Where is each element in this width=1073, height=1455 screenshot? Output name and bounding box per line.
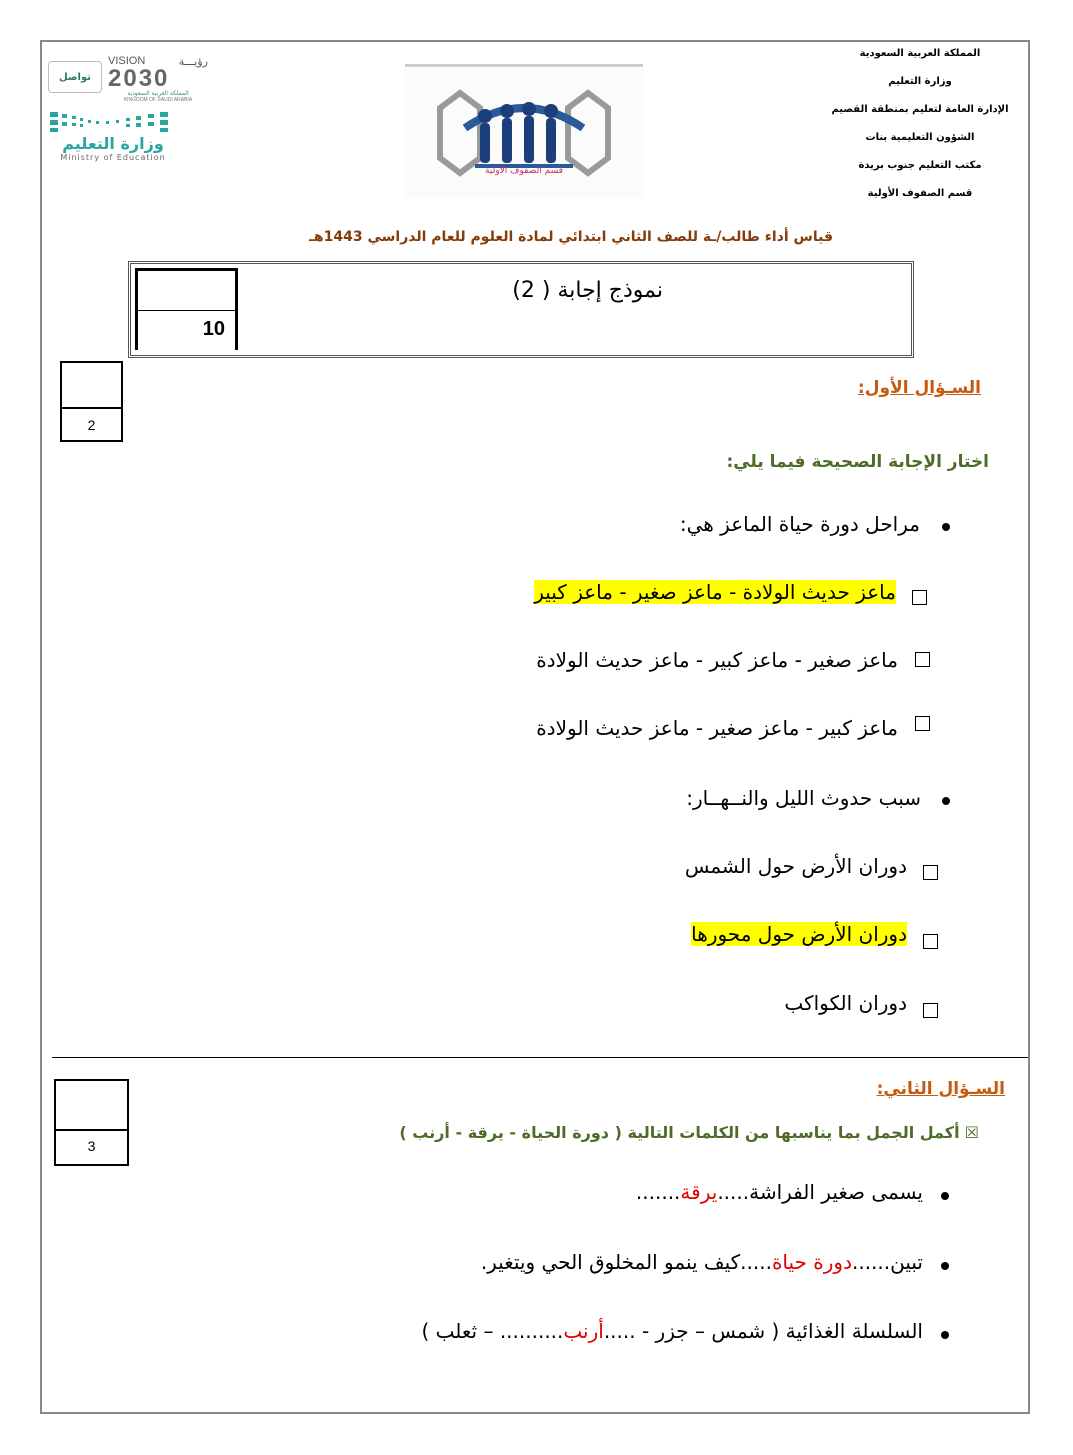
q2-s1-before: يسمى صغير الفراشة..... [717,1180,923,1204]
q1-stem2-bullet [942,797,950,805]
q2-s3-before: السلسلة الغذائية ( شمس – جزر - ..... [603,1319,923,1343]
q1-g2-option1: دوران الأرض حول الشمس [684,854,907,878]
q2-s1-bullet [941,1192,949,1200]
vision-year: 2030 [108,65,170,92]
q1-stem1: مراحل دورة حياة الماعز هي: [679,512,920,536]
header-right-block [820,48,1020,216]
vision-word: VISION [108,55,146,67]
exam-title: قياس أداء طالب/ـة للصف الثاني ابتدائي لمادة العلوم للعام الدراسي 1443هـ [309,229,833,245]
q1-g2-option2: دوران الأرض حول محورها [691,922,907,946]
tawasul-logo [48,61,102,93]
q1-g2-option3-checkbox[interactable] [923,1003,938,1018]
q2-s2-answer: دورة حياة [771,1250,852,1274]
q1-stem2: سبب حدوث الليل والنــهــار: [686,786,921,810]
tawasul-text: تواصل [58,71,92,83]
total-score-box [135,268,238,350]
primary-grades-emblem-icon [405,68,643,198]
q2-s3-after: .......... – ثعلب ) [421,1319,564,1343]
q1-score-box [60,361,123,442]
header-line-department: قسم الصفوف الأولية [867,188,973,199]
header-line-kingdom: المملكة العربية السعودية [859,48,981,59]
model-answer-box [128,261,914,358]
ministry-name-ar: وزارة التعليم [62,134,164,153]
vision-2030-logo [108,55,208,103]
section-separator [52,1057,1028,1058]
header-line-office: مكتب التعليم جنوب بريدة [858,160,982,171]
q1-score: 2 [87,417,96,433]
q2-s3-bullet [941,1331,949,1339]
q1-g1-option1-checkbox[interactable] [912,590,927,605]
q1-g2-option3: دوران الكواكب [784,991,907,1015]
q1-stem1-bullet [942,523,950,531]
q1-g1-option1: ماعز حديث الولادة - ماعز صغير - ماعز كبير [534,580,896,604]
ministry-dots-icon [48,110,178,134]
primary-grades-caption: قسم الصفوف الأولية [485,166,563,176]
q1-instruction: اختار الإجابة الصحيحة فيما يلي: [726,452,989,472]
left-logos [48,55,208,170]
q1-g2-option1-checkbox[interactable] [923,865,938,880]
vision-ar: رؤيـــة [178,55,208,68]
ministry-name-en: Ministry of Education [60,153,166,162]
q2-check-icon: ☒ [964,1123,979,1142]
q1-g1-option2: ماعز صغير - ماعز كبير - ماعز حديث الولادة [536,648,898,672]
q2-s2-bullet [941,1262,949,1270]
q2-s2-after: .....كيف ينمو المخلوق الحي ويتغير. [480,1250,772,1274]
q1-g2-option2-checkbox[interactable] [923,934,938,949]
q2-s1-after: ....... [635,1180,681,1204]
q2-s1-answer: يرقة [680,1180,718,1204]
q2-sentence2 [481,1250,923,1274]
q2-title: السـؤال الثاني: [876,1079,1005,1099]
q2-s3-answer: أرنب [563,1319,604,1343]
primary-grades-logo [405,64,643,198]
q1-g1-option3-checkbox[interactable] [915,716,930,731]
q2-score-box [54,1079,129,1166]
header-line-ministry: وزارة التعليم [888,76,952,87]
header-line-directorate: الإدارة العامة لتعليم بمنطقة القصيم [831,104,1009,115]
q2-sentence1 [636,1180,923,1204]
ministry-logo [48,110,208,170]
vision-kingdom-ar: المملكة العربية السعودية [127,90,189,97]
q1-g1-option2-checkbox[interactable] [915,652,930,667]
q2-instruction: أكمل الجمل بما يناسبها من الكلمات التالية ( دورة الحياة - يرقة - أرنب ) [399,1123,960,1142]
q1-g1-option3: ماعز كبير - ماعز صغير - ماعز حديث الولادة [536,716,898,740]
total-score: 10 [202,318,225,340]
header-line-affairs: الشؤون التعليمية بنات [865,132,975,143]
q2-instruction-row [399,1123,979,1142]
q2-s2-before: تبين...... [851,1250,923,1274]
model-answer-label: نموذج إجابة ( 2) [512,278,663,303]
q2-sentence3 [421,1319,923,1343]
q1-title: السـؤال الأول: [857,378,981,398]
q2-score: 3 [87,1138,96,1154]
vision-kingdom-en: KINGDOM OF SAUDI ARABIA [123,97,193,103]
